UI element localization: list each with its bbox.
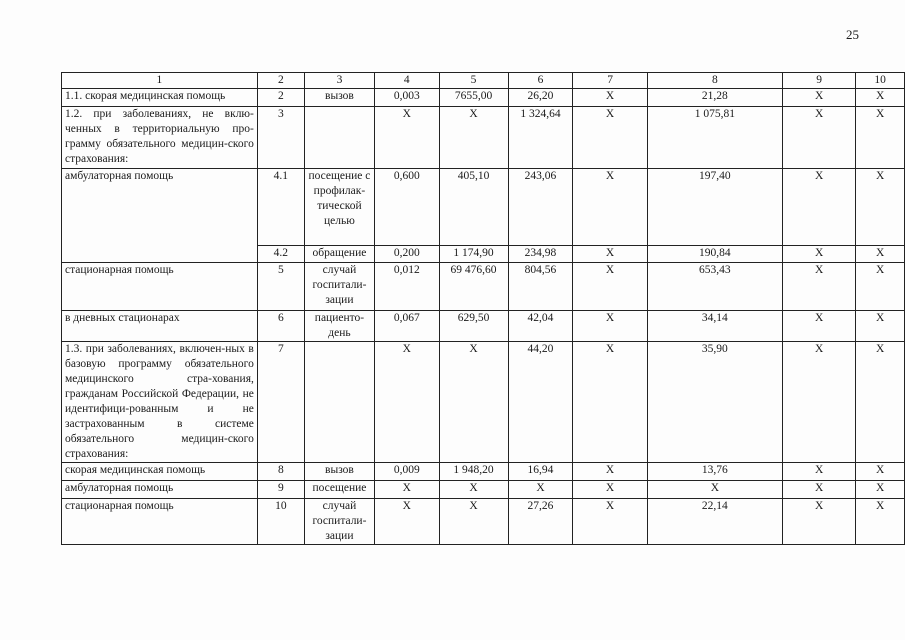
header-cell: 8 xyxy=(647,73,782,89)
table-cell: 197,40 xyxy=(647,169,782,246)
row-label: 1.3. при заболеваниях, включен-ных в базовую программу обязательного медицинского стра-хования, гражданам Российской Федерации, не идентифици-рованным и не застрахованным в системе обязательного медицин-ского страхования: xyxy=(62,342,258,463)
table-cell: X xyxy=(782,246,855,263)
table-cell: 0,009 xyxy=(375,463,439,481)
row-label: скорая медицинская помощь xyxy=(62,463,258,481)
table-cell: 44,20 xyxy=(508,342,573,463)
table-cell: X xyxy=(573,463,647,481)
table-cell: 629,50 xyxy=(439,311,508,342)
header-cell: 4 xyxy=(375,73,439,89)
table-cell: 405,10 xyxy=(439,169,508,246)
table-cell: X xyxy=(439,481,508,499)
row-label: в дневных стационарах xyxy=(62,311,258,342)
table-cell: 0,003 xyxy=(375,89,439,107)
table-cell: X xyxy=(782,89,855,107)
table-cell: X xyxy=(856,89,905,107)
table-cell: X xyxy=(856,169,905,246)
table-cell: X xyxy=(782,263,855,311)
table-cell: X xyxy=(782,311,855,342)
table-cell: 653,43 xyxy=(647,263,782,311)
table-row xyxy=(62,263,905,311)
table-cell: посещение с профилак-тической целью xyxy=(304,169,374,246)
table-cell: 0,067 xyxy=(375,311,439,342)
table-cell: X xyxy=(856,342,905,463)
table-cell: X xyxy=(856,263,905,311)
table-cell: 22,14 xyxy=(647,499,782,545)
table-cell: X xyxy=(782,107,855,169)
tariff-table xyxy=(61,72,905,545)
table-cell: 7655,00 xyxy=(439,89,508,107)
table-cell: X xyxy=(782,463,855,481)
table-cell: X xyxy=(856,499,905,545)
table-cell: вызов xyxy=(304,89,374,107)
table-cell: 8 xyxy=(257,463,304,481)
header-cell: 3 xyxy=(304,73,374,89)
table-cell: X xyxy=(439,499,508,545)
row-label: амбулаторная помощь xyxy=(62,169,258,263)
row-label: стационарная помощь xyxy=(62,263,258,311)
table-cell: пациенто-день xyxy=(304,311,374,342)
table-cell: 243,06 xyxy=(508,169,573,246)
table-cell: X xyxy=(573,311,647,342)
table-cell: 0,012 xyxy=(375,263,439,311)
table-cell: X xyxy=(375,107,439,169)
table-cell: X xyxy=(782,342,855,463)
table-cell: X xyxy=(856,246,905,263)
table-cell: X xyxy=(439,342,508,463)
table-cell: посещение xyxy=(304,481,374,499)
table-cell: X xyxy=(856,463,905,481)
table-cell: 2 xyxy=(257,89,304,107)
table-cell: X xyxy=(439,107,508,169)
row-label: 1.1. скорая медицинская помощь xyxy=(62,89,258,107)
table-cell: 4.2 xyxy=(257,246,304,263)
header-cell: 7 xyxy=(573,73,647,89)
table-row xyxy=(62,463,905,481)
table-cell: 234,98 xyxy=(508,246,573,263)
table-cell: X xyxy=(573,89,647,107)
table-cell: 3 xyxy=(257,107,304,169)
table-cell: X xyxy=(782,481,855,499)
table-cell: X xyxy=(856,311,905,342)
table-cell: 69 476,60 xyxy=(439,263,508,311)
table-cell: 21,28 xyxy=(647,89,782,107)
header-cell: 1 xyxy=(62,73,258,89)
table-cell: X xyxy=(782,499,855,545)
table-cell: 9 xyxy=(257,481,304,499)
table-cell: 10 xyxy=(257,499,304,545)
table-cell: 5 xyxy=(257,263,304,311)
row-label: 1.2. при заболеваниях, не вклю-ченных в территориальную про-грамму обязательного медицин-ского страхования: xyxy=(62,107,258,169)
table-cell: обращение xyxy=(304,246,374,263)
table-cell: X xyxy=(573,263,647,311)
table-cell: 1 174,90 xyxy=(439,246,508,263)
table-cell: 13,76 xyxy=(647,463,782,481)
header-cell: 6 xyxy=(508,73,573,89)
table-cell: 42,04 xyxy=(508,311,573,342)
table-row xyxy=(62,499,905,545)
table-cell: случай госпитали-зации xyxy=(304,263,374,311)
table-cell: 7 xyxy=(257,342,304,463)
table-cell: X xyxy=(856,107,905,169)
table-cell: X xyxy=(573,107,647,169)
table-row xyxy=(62,311,905,342)
table-cell: X xyxy=(375,481,439,499)
row-label: амбулаторная помощь xyxy=(62,481,258,499)
header-row xyxy=(62,73,905,89)
table-row xyxy=(62,342,905,463)
header-cell: 5 xyxy=(439,73,508,89)
table-cell: случай госпитали-зации xyxy=(304,499,374,545)
table-cell xyxy=(304,107,374,169)
table-cell xyxy=(304,342,374,463)
table-cell: 1 075,81 xyxy=(647,107,782,169)
table-cell: X xyxy=(573,169,647,246)
table-cell: X xyxy=(375,499,439,545)
table-cell: X xyxy=(573,246,647,263)
table-cell: 6 xyxy=(257,311,304,342)
table-cell: 1 948,20 xyxy=(439,463,508,481)
table-row xyxy=(62,107,905,169)
table-cell: 34,14 xyxy=(647,311,782,342)
table-cell: 26,20 xyxy=(508,89,573,107)
table-cell: 0,600 xyxy=(375,169,439,246)
table-cell: X xyxy=(375,342,439,463)
table-cell: вызов xyxy=(304,463,374,481)
table-row xyxy=(62,89,905,107)
table-row xyxy=(62,481,905,499)
table-cell: 4.1 xyxy=(257,169,304,246)
table-cell: 35,90 xyxy=(647,342,782,463)
table-cell: X xyxy=(573,499,647,545)
header-cell: 9 xyxy=(782,73,855,89)
table-row xyxy=(62,169,905,246)
table-cell: X xyxy=(856,481,905,499)
header-cell: 10 xyxy=(856,73,905,89)
row-label: стационарная помощь xyxy=(62,499,258,545)
page-number: 25 xyxy=(846,27,859,42)
table-cell: X xyxy=(647,481,782,499)
table-cell: X xyxy=(782,169,855,246)
table-cell: 16,94 xyxy=(508,463,573,481)
table-cell: 804,56 xyxy=(508,263,573,311)
table-cell: 0,200 xyxy=(375,246,439,263)
table-cell: 27,26 xyxy=(508,499,573,545)
table-cell: X xyxy=(508,481,573,499)
table-cell: 190,84 xyxy=(647,246,782,263)
header-cell: 2 xyxy=(257,73,304,89)
table-cell: X xyxy=(573,481,647,499)
table-cell: 1 324,64 xyxy=(508,107,573,169)
table-cell: X xyxy=(573,342,647,463)
